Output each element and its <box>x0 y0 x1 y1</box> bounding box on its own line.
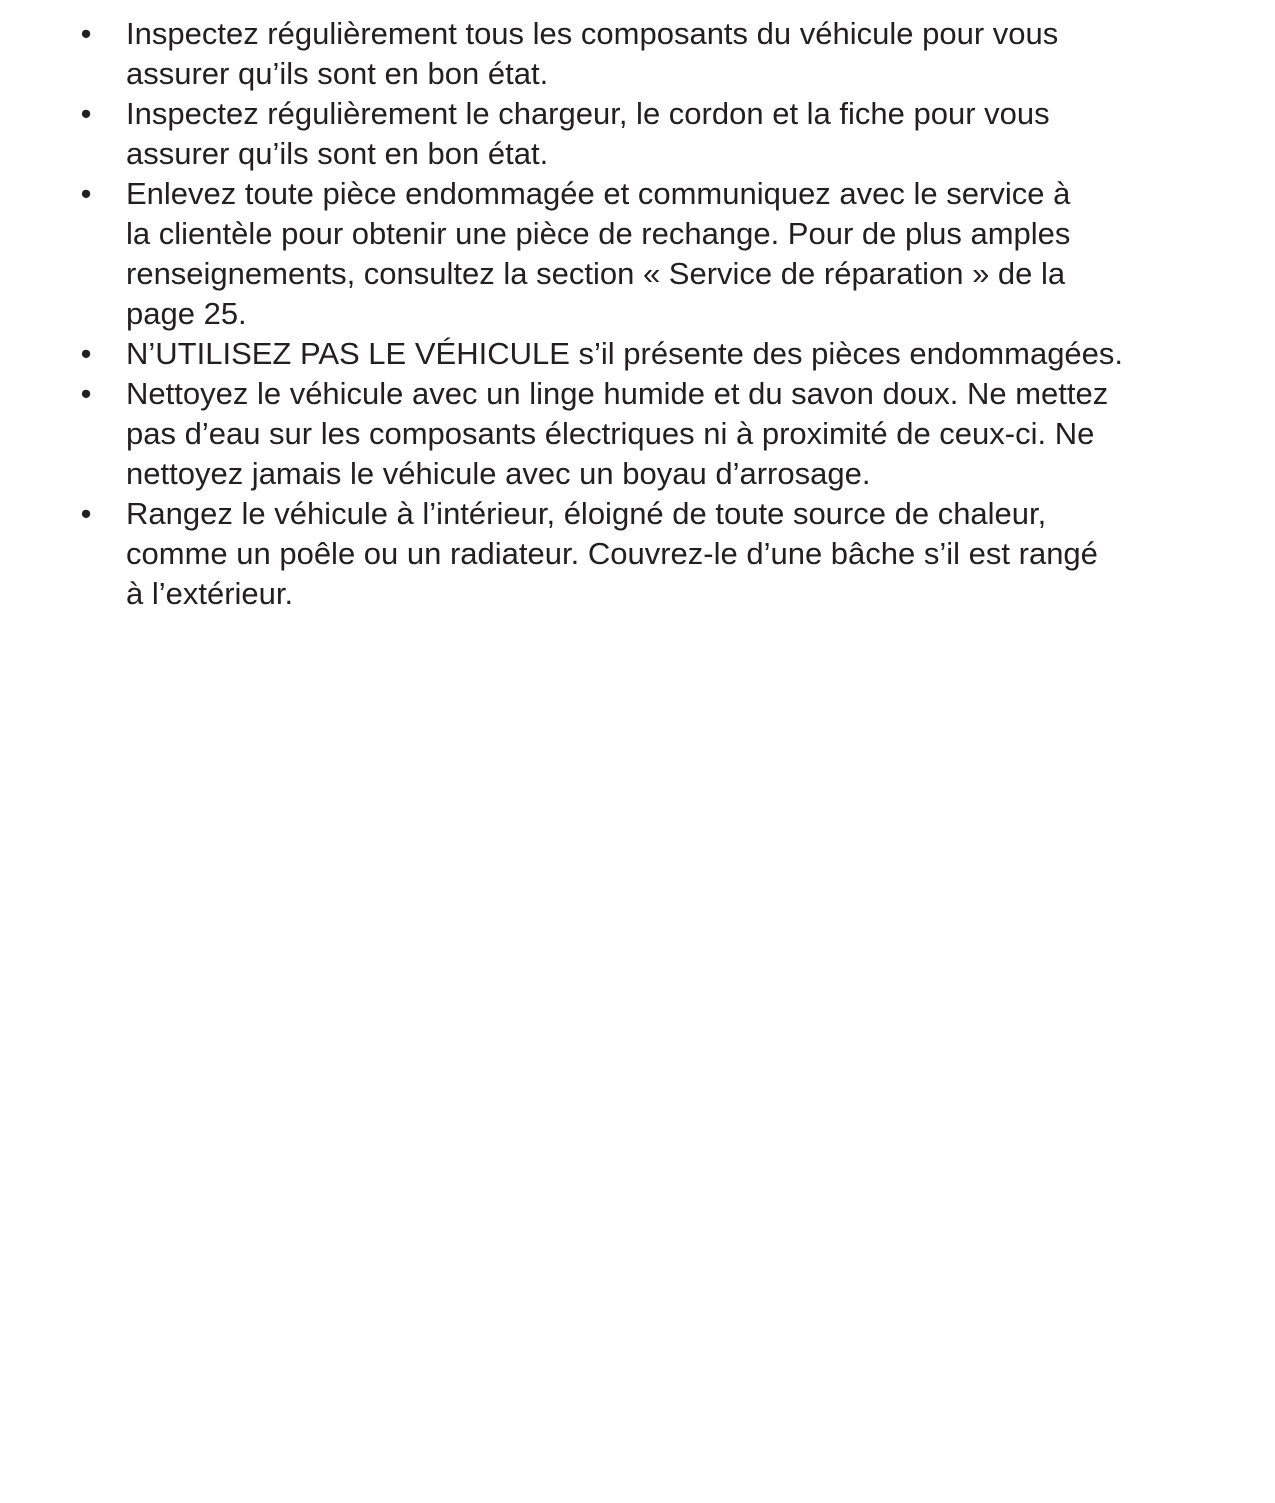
list-item <box>0 174 1275 334</box>
list-item <box>0 14 1275 94</box>
list-item-line: la clientèle pour obtenir une pièce de rechange. Pour de plus amples <box>126 216 1071 251</box>
list-item-line: Inspectez régulièrement le chargeur, le cordon et la fiche pour vous <box>126 96 1050 131</box>
list-item-line: N’UTILISEZ PAS LE VÉHICULE s’il présente des pièces endommagées. <box>126 336 1124 371</box>
bullet-icon: • <box>80 96 92 131</box>
bullet-icon: • <box>80 336 92 371</box>
bullet-icon: • <box>80 176 92 211</box>
list-item-line: pas d’eau sur les composants électriques ni à proximité de ceux-ci. Ne <box>126 416 1095 451</box>
bullet-icon: • <box>80 496 92 531</box>
list-item-line: comme un poêle ou un radiateur. Couvrez-le d’une bâche s’il est rangé <box>126 536 1098 571</box>
list-item <box>0 374 1275 494</box>
list-item-line: renseignements, consultez la section « Service de réparation » de la <box>126 256 1066 291</box>
maintenance-bullet-list <box>0 14 1275 614</box>
list-item-line: Rangez le véhicule à l’intérieur, éloigné de toute source de chaleur, <box>126 496 1047 531</box>
list-item <box>0 494 1275 614</box>
list-item-line: Inspectez régulièrement tous les composants du véhicule pour vous <box>126 16 1059 51</box>
list-item-line: assurer qu’ils sont en bon état. <box>126 136 549 171</box>
bullet-icon: • <box>80 376 92 411</box>
list-item-line: page 25. <box>126 296 247 331</box>
list-item-line: Enlevez toute pièce endommagée et communiquez avec le service à <box>126 176 1071 211</box>
list-item <box>0 334 1275 374</box>
list-item-line: à l’extérieur. <box>126 576 294 611</box>
list-item-line: Nettoyez le véhicule avec un linge humide et du savon doux. Ne mettez <box>126 376 1109 411</box>
list-item <box>0 94 1275 174</box>
bullet-icon: • <box>80 16 92 51</box>
list-item-line: nettoyez jamais le véhicule avec un boyau d’arrosage. <box>126 456 871 491</box>
list-item-line: assurer qu’ils sont en bon état. <box>126 56 549 91</box>
